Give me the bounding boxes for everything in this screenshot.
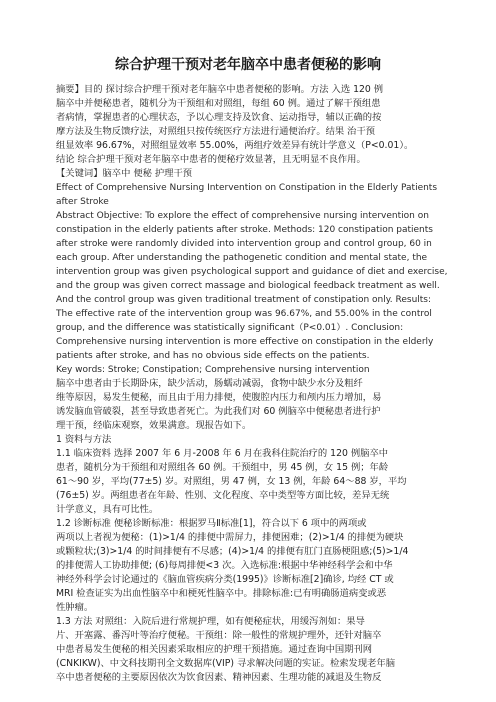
- text-line: after Stroke: [56, 197, 109, 207]
- text-line: each group. After understanding the pathogenetic condition and mental state, the: [56, 253, 428, 263]
- text-line: Abstract Objective: To explore the effect of comprehensive nursing intervention on: [56, 211, 429, 221]
- text-line: 1.3 方法 对照组：入院后进行常规护理，如有便秘症状，用缓泻剂如：果导: [56, 616, 365, 627]
- text-line: and the group was given correct massage and biological feedback treatment as well.: [56, 281, 440, 291]
- text-line: 组显效率 96.67%，对照组显效率 55.00%，两组疗效差异有统计学意义（P<0.01）。: [56, 140, 414, 151]
- text-line: 神经外科学会讨论通过的《脑血管疾病分类(1995)》诊断标准[2]确诊, 均经 CT 或: [56, 574, 394, 585]
- text-line: 的排便需人工协助排便; (6)每周排便<3 次。入选标准:根据中华神经科学会和中华: [56, 560, 393, 571]
- text-line: 摘要】目的 探讨综合护理干预对老年脑卒中患者便秘的影响。方法 入选 120 例: [56, 84, 384, 95]
- text-line: 1.1 临床资料 选择 2007 年 6 月-2008 年 6 月在我科住院治疗的 120 例脑卒中: [56, 448, 389, 459]
- text-line: 1.2 诊断标准 便秘诊断标准：根据罗马Ⅱ标准[1]，符合以下 6 项中的两项或: [56, 518, 367, 529]
- text-line: group, and the difference was statistically significant（P<0.01）. Conclusion:: [56, 323, 404, 333]
- text-line: And the control group was given traditional treatment of constipation only. Results:: [56, 295, 432, 305]
- text-line: 结论 综合护理干预对老年脑卒中患者的便秘疗效显著，且无明显不良作用。: [56, 154, 366, 165]
- text-line: Key words: Stroke; Constipation; Comprehensive nursing intervention: [56, 365, 370, 375]
- text-line: The effective rate of the intervention group was 96.67%, and 55.00% in the control: [56, 309, 432, 319]
- document-title: 综合护理干预对老年脑卒中患者便秘的影响: [115, 57, 381, 73]
- text-line: Effect of Comprehensive Nursing Intervention on Constipation in the Elderly Patients: [56, 183, 438, 193]
- text-line: constipation in the elderly patients after stroke. Methods: 120 constipation patients: [56, 225, 433, 235]
- text-line: 脑卒中患者由于长期卧床，缺少活动，肠蠕动减弱，食物中缺少水分及粗纤: [56, 378, 363, 389]
- text-line: 患者，随机分为干预组和对照组各 60 例。干预组中，男 45 例，女 15 例；年龄: [56, 462, 389, 473]
- text-line: 诱发脑血管破裂，甚至导致患者死亡。为此我们对 60 例脑卒中便秘患者进行护: [56, 406, 381, 417]
- text-line: (76±5) 岁。两组患者在年龄、性别、文化程度、卒中类型等方面比较，差异无统: [56, 490, 390, 501]
- text-line: 或颗粒状;(3)>1/4 的时间排便有不尽感；(4)>1/4 的排便有肛门直肠梗阻感;(5)>1/4: [56, 546, 409, 557]
- text-line: 1 资料与方法: [56, 434, 112, 445]
- text-line: 维等原因，易发生便秘，而且由于用力排便，使腹腔内压力和颅内压力增加，易: [56, 392, 382, 403]
- text-line: 【关键词】脑卒中 便秘 护理干预: [56, 168, 193, 179]
- text-line: 计学意义，具有可比性。: [56, 504, 159, 515]
- text-line: after stroke were randomly divided into intervention group and control group, 60 in: [56, 239, 432, 249]
- text-line: 脑卒中并便秘患者，随机分为干预组和对照组，每组 60 例。通过了解干预组患: [56, 98, 381, 109]
- text-line: 两项以上者视为便秘：(1)>1/4 的排便中需屏力，排便困难；(2)>1/4 的排便为硬块: [56, 532, 404, 543]
- text-line: intervention group was given psychological support and guidance of diet and exercise,: [56, 267, 448, 277]
- text-line: 卒中患者便秘的主要原因依次为饮食因素、精神因素、生理功能的减退及生物反: [56, 672, 382, 683]
- text-line: 理干预，经临床观察，效果满意。现报告如下。: [56, 420, 252, 431]
- text-line: 61～90 岁，平均(77±5) 岁。对照组，男 47 例，女 13 例，年龄 64～88 岁，平均: [56, 476, 407, 487]
- text-line: 性肿瘤。: [56, 602, 94, 613]
- text-line: patients after stroke, and has no obvious side effects on the patients.: [56, 351, 370, 361]
- text-line: 中患者易发生便秘的相关因素采取相应的护理干预措施。通过查询中国期刊网: [56, 644, 373, 655]
- text-line: (CNKIKW)、中文科技期刊全文数据库(VIP) 寻求解决问题的实证。检索发现老年脑: [56, 658, 396, 669]
- text-line: Comprehensive nursing intervention is more effective on constipation in the elderly: [56, 337, 434, 347]
- text-line: MRI 检查证实为出血性脑卒中和梗死性脑卒中。排除标准:已有明确肠道病变或恶: [56, 588, 387, 599]
- text-line: 片、开塞露、番泻叶等治疗便秘。干预组：除一般性的常规护理外，还针对脑卒: [56, 630, 382, 641]
- text-line: 摩方法及生物反馈疗法，对照组只按传统医疗方法进行通便治疗。结果 治干预: [56, 126, 376, 137]
- text-line: 者病情，掌握患者的心理状态，予以心理支持及饮食、运动指导，辅以正确的按: [56, 112, 382, 123]
- document-body: [56, 83, 464, 685]
